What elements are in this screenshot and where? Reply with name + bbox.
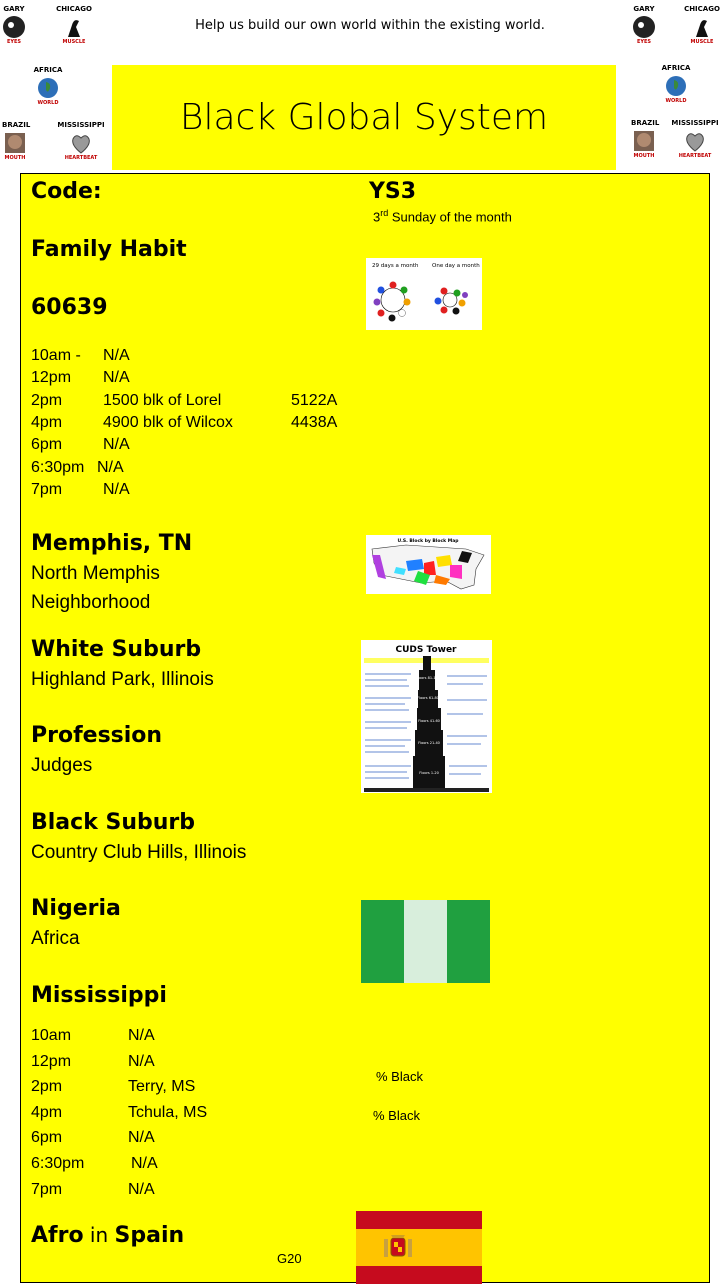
- schedule-time: 10am: [31, 1027, 72, 1044]
- map-title: U.S. Block by Block Map: [397, 539, 459, 544]
- diagram-left-label: 29 days a month: [372, 263, 419, 269]
- schedule-time: 12pm: [31, 1052, 72, 1070]
- eye-icon: [2, 15, 26, 39]
- schedule-value: N/A: [103, 436, 130, 454]
- schedule-time: 7pm: [31, 480, 63, 498]
- schedule-time: 2pm: [31, 1078, 63, 1096]
- schedule-value: N/A: [128, 1129, 155, 1147]
- globe-icon: [36, 76, 60, 100]
- title-banner: [112, 65, 616, 170]
- memphis-heading: Memphis, TN: [31, 531, 193, 556]
- schedule-value: 1500 blk of Lorel: [103, 391, 222, 409]
- schedule-value: Tchula, MS: [128, 1103, 208, 1121]
- icon-brazil-left: BRAZIL MOUTH: [2, 121, 31, 161]
- schedule-value: N/A: [103, 347, 130, 364]
- schedule-value: Terry, MS: [128, 1078, 196, 1096]
- schedule-time: 6:30pm: [31, 1155, 85, 1172]
- eye-icon: [632, 15, 656, 39]
- tower-title: CUDS Tower: [395, 645, 457, 655]
- face-icon: [3, 131, 27, 155]
- code-value: YS3: [369, 179, 417, 204]
- nigeria-flag: [361, 900, 490, 983]
- schedule-time: 4pm: [31, 1103, 63, 1121]
- icon-africa-left: AFRICA WORLD: [33, 66, 63, 106]
- coat-of-arms-icon: [378, 1229, 418, 1266]
- schedule-time: 6pm: [31, 436, 63, 454]
- page-title: Black Global System: [179, 97, 549, 138]
- icon-mississippi-right: MISSISSIPPI HEARTBEAT: [671, 119, 719, 159]
- tower-floor-label: Floors 61-80: [417, 696, 439, 700]
- icon-chicago-left: CHICAGO MUSCLE: [56, 5, 92, 45]
- schedule-value: N/A: [131, 1155, 158, 1172]
- schedule-time: 12pm: [31, 369, 72, 387]
- profession-line1: Judges: [31, 755, 93, 776]
- black-suburb-heading: Black Suburb: [31, 810, 196, 835]
- schedule-value: N/A: [128, 1052, 155, 1070]
- globe-icon: [664, 74, 688, 98]
- schedule-time: 2pm: [31, 391, 63, 409]
- black-suburb-line1: Country Club Hills, Illinois: [31, 842, 247, 863]
- white-suburb-heading: White Suburb: [31, 637, 202, 662]
- nigeria-heading: Nigeria: [31, 896, 121, 921]
- code-label: Code:: [31, 179, 102, 204]
- tagline: Help us build our own world within the existing world.: [195, 18, 545, 33]
- cuds-tower-image: [361, 640, 492, 793]
- muscle-icon: [690, 15, 714, 39]
- schedule-value: N/A: [103, 369, 130, 387]
- schedule-code: 4438A: [291, 413, 338, 431]
- tower-floor-label: Floors 1-20: [419, 771, 439, 775]
- icon-mississippi-left: MISSISSIPPI HEARTBEAT: [57, 121, 105, 161]
- spain-flag: [356, 1211, 482, 1284]
- schedule-value: 4900 blk of Wilcox: [103, 413, 233, 431]
- pct-black-2: % Black: [373, 1108, 420, 1123]
- schedule-time: 6pm: [31, 1129, 63, 1147]
- month-diagram: [366, 258, 482, 330]
- memphis-line1: North Memphis: [31, 563, 160, 584]
- schedule-value: N/A: [128, 1027, 155, 1044]
- us-map-image: [366, 535, 491, 594]
- icon-chicago-right: CHICAGO MUSCLE: [684, 5, 720, 45]
- schedule-time: 4pm: [31, 413, 63, 431]
- schedule-value: N/A: [103, 480, 130, 498]
- tower-floor-label: Floors 41-60: [418, 719, 440, 723]
- icon-gary-right: GARY EYES: [633, 5, 655, 45]
- family-habit-heading: Family Habit: [31, 237, 187, 262]
- schedule-value: N/A: [97, 458, 124, 476]
- nigeria-line1: Africa: [31, 928, 80, 949]
- memphis-line2: Neighborhood: [31, 592, 151, 613]
- diagram-right-label: One day a month: [432, 263, 480, 269]
- icon-brazil-right: BRAZIL MOUTH: [631, 119, 660, 159]
- schedule-time: 7pm: [31, 1180, 63, 1198]
- heart-icon: [69, 131, 93, 155]
- white-suburb-line1: Highland Park, Illinois: [31, 669, 214, 690]
- tower-floor-label: Floors 21-40: [418, 741, 440, 745]
- profession-heading: Profession: [31, 723, 163, 748]
- schedule-code: 5122A: [291, 391, 338, 409]
- icon-africa-right: AFRICA WORLD: [661, 64, 691, 104]
- heart-icon: [683, 129, 707, 153]
- pct-black-1: % Black: [376, 1069, 423, 1084]
- zip-code: 60639: [31, 295, 108, 320]
- afro-in-spain-heading: Afro in Spain: [31, 1223, 185, 1248]
- schedule-time: 6:30pm: [31, 458, 85, 476]
- mississippi-heading: Mississippi: [31, 983, 167, 1008]
- code-description: 3rd Sunday of the month: [373, 208, 512, 225]
- main-panel: [20, 173, 710, 1283]
- tower-floor-label: Floors 81-100: [415, 676, 441, 680]
- footer-code: G20: [277, 1251, 302, 1266]
- face-icon: [632, 129, 656, 153]
- schedule-time: 10am -: [31, 347, 81, 364]
- icon-gary-left: GARY EYES: [3, 5, 25, 45]
- schedule-value: N/A: [128, 1180, 155, 1198]
- muscle-icon: [62, 15, 86, 39]
